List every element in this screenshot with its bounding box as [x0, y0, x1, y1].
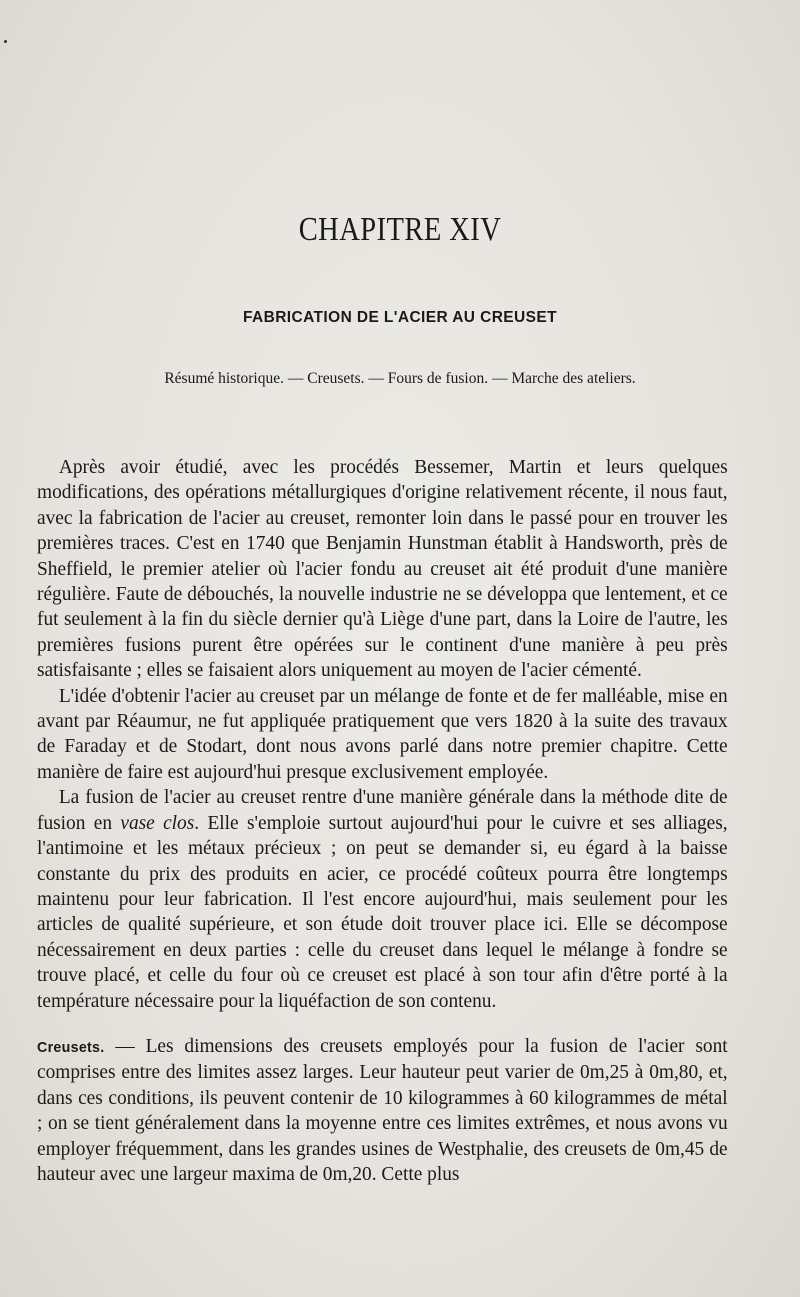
- body-text: [37, 455, 728, 1187]
- chapter-heading: CHAPITRE XIV: [298, 211, 502, 248]
- chapter-title: FABRICATION DE L'ACIER AU CREUSET: [243, 309, 557, 326]
- paragraph-3-emphasis: vase clos: [120, 811, 195, 834]
- paragraph-3: [37, 785, 728, 1014]
- chapter-summary: Résumé historique. — Creusets. — Fours de fusion. — Marche des ateliers.: [164, 370, 636, 387]
- page-speck: [4, 40, 7, 43]
- paragraph-3-end: . Elle s'emploie surtout aujourd'hui pour le cuivre et ses alliages, l'antimoine et les métaux précieux ; on peut se demander si, eu égard à la baisse constante du prix des produits en acier, ce procédé coûteux pourra être longtemps maintenu pour leur fabrication. Il l'est encore aujourd'hui, mais seulement pour les articles de qualité supérieure, et son étude doit trouver place ici. Elle se décompose nécessairement en deux parties : celle du creuset dans lequel le mélange à fondre se trouve placé, et celle du four où ce creuset est placé à son tour afin d'être porté à la température nécessaire pour la liquéfaction de son contenu.: [37, 811, 728, 1012]
- paragraph-3-start: La fusion de l'acier au creuset rentre d'une manière générale dans la méthode dite de fusion en: [37, 786, 728, 834]
- paragraph-1: Après avoir étudié, avec les procédés Bessemer, Martin et leurs quelques modifications, des opérations métallurgiques d'origine relativement récente, il nous faut, avec la fabrication de l'acier au creuset, remonter loin dans le passé pour en trouver les premières traces. C'est en 1740 que Benjamin Hunstman établit à Handsworth, près de Sheffield, le premier atelier où l'acier fondu au creuset ait été produit d'une manière régulière. Faute de débouchés, la nouvelle industrie ne se développa que lentement, et ce fut seulement à la fin du siècle dernier qu'à Liège d'une part, dans la Loire de l'autre, les premières fusions purent être opérées sur le continent d'une manière à peu près satisfaisante ; elles se faisaient alors uniquement au moyen de l'acier cémenté.: [37, 456, 728, 682]
- section-text: — Les dimensions des creusets employés pour la fusion de l'acier sont comprises entre des limites assez larges. Leur hauteur peut varier de 0m,25 à 0m,80, et, dans ces conditions, ils peuvent contenir de 10 kilogrammes à 60 kilogrammes de métal ; on se tient généralement dans la moyenne entre ces limites extrêmes, et nous avons vu employer fréquemment, dans les grandes usines de Westphalie, des creusets de 0m,45 de hauteur avec une largeur maxima de 0m,20. Cette plus: [37, 1034, 728, 1185]
- paragraph-2: L'idée d'obtenir l'acier au creuset par un mélange de fonte et de fer malléable, mise en avant par Réaumur, ne fut appliquée pratiquement que vers 1820 à la suite des travaux de Faraday et de Stodart, dont nous avons parlé dans notre premier chapitre. Cette manière de faire est aujourd'hui presque exclusivement employée.: [37, 684, 728, 783]
- section-creusets: [37, 1034, 728, 1187]
- section-runin-heading: Creusets.: [37, 1038, 105, 1056]
